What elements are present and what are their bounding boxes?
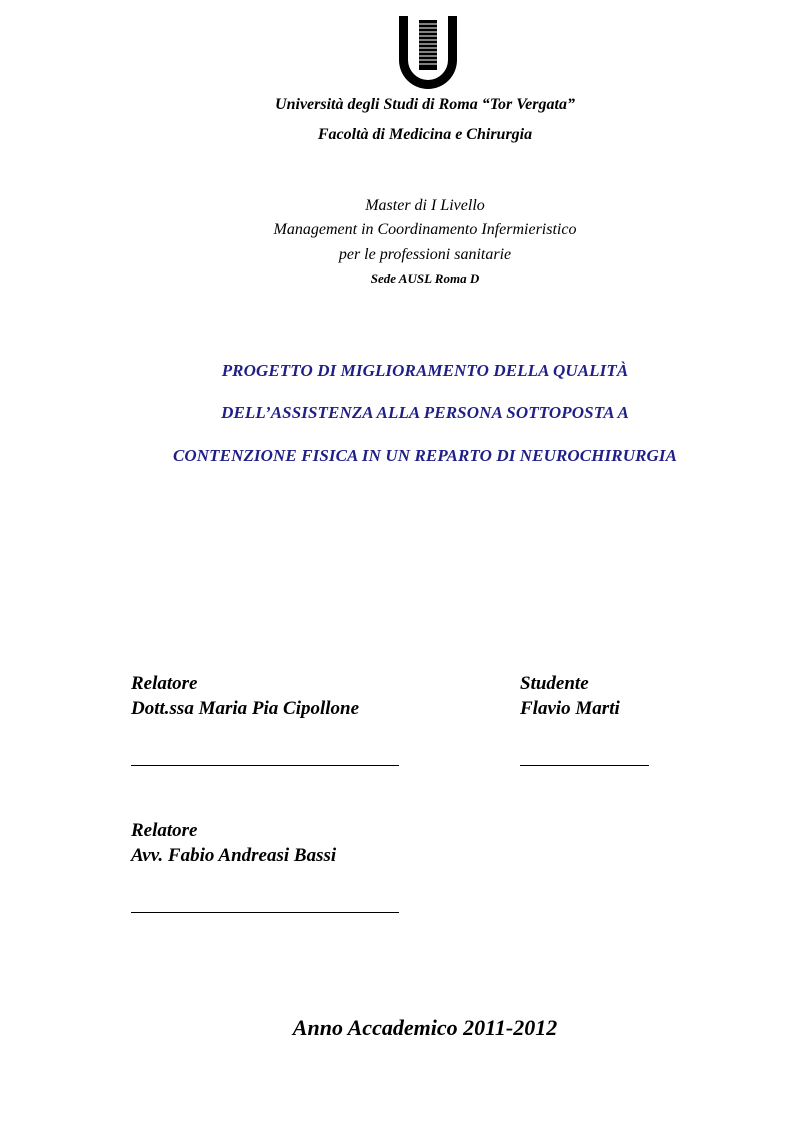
supervisor-2-name: Avv. Fabio Andreasi Bassi — [131, 845, 337, 866]
faculty-name: Facoltà di Medicina e Chirurgia — [317, 126, 533, 143]
supervisor-2-role: Relatore — [131, 820, 198, 841]
master-seat: Sede AUSL Roma D — [370, 271, 480, 286]
master-audience: per le professioni sanitarie — [338, 246, 512, 263]
student-role: Studente — [520, 673, 589, 694]
thesis-title-line-2: DELL’ASSISTENZA ALLA PERSONA SOTTOPOSTA A — [221, 403, 629, 422]
supervisor-1-name: Dott.ssa Maria Pia Cipollone — [131, 698, 360, 719]
thesis-title-line-1: PROGETTO DI MIGLIORAMENTO DELLA QUALITÀ — [221, 361, 629, 380]
master-program: Management in Coordinamento Infermieristico — [273, 221, 577, 238]
university-u-logo-icon — [397, 14, 459, 92]
academic-year: Anno Accademico 2011-2012 — [292, 1015, 558, 1040]
university-name: Università degli Studi di Roma “Tor Vergata” — [275, 96, 575, 113]
thesis-title-line-3: CONTENZIONE FISICA IN UN REPARTO DI NEUROCHIRURGIA — [172, 446, 678, 465]
student-signature-line — [520, 765, 649, 766]
supervisor-1-signature-line — [131, 765, 399, 766]
student-name: Flavio Marti — [520, 698, 620, 719]
master-level: Master di I Livello — [365, 197, 485, 214]
supervisor-1-role: Relatore — [131, 673, 198, 694]
supervisor-2-signature-line — [131, 912, 399, 913]
